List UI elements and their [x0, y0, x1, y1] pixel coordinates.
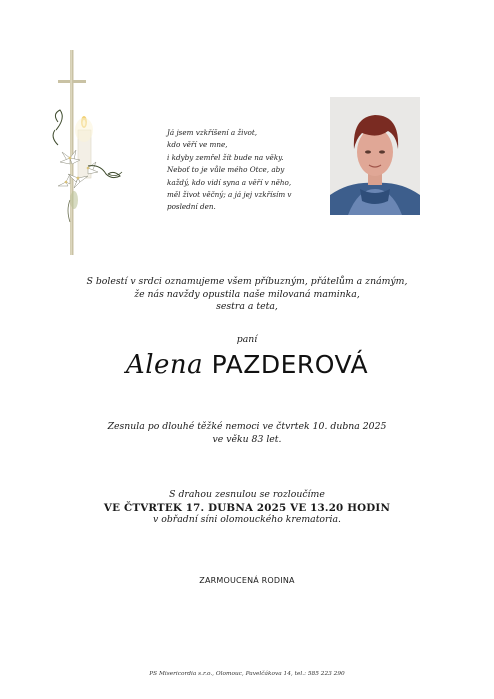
- last-name: PAZDEROVÁ: [211, 350, 369, 379]
- first-name: Alena: [125, 350, 204, 380]
- death-line: Zesnula po dlouhé těžké nemoci ve čtvrtek 10. dubna 2025: [107, 421, 387, 432]
- death-details: [0, 421, 494, 446]
- verse-line: každý, kdo vidí syna a věří v něho,: [167, 177, 292, 187]
- funeral-service-footer: PS Misericordia s.r.o., Olomouc, Pavelčákova 14, tel.: 585 223 290: [149, 671, 345, 677]
- intro-line: S bolestí v srdci oznamujeme všem příbuzným, přátelům a známým,: [86, 276, 408, 287]
- deceased-portrait-photo: [330, 97, 420, 215]
- funeral-intro: S drahou zesnulou se rozloučíme: [169, 489, 325, 500]
- announcement-intro: [0, 276, 494, 314]
- verse-line: i kdyby zemřel žít bude na věky.: [167, 152, 284, 162]
- verse-line: Neboť to je vůle mého Otce, aby: [167, 165, 285, 175]
- death-line: ve věku 83 let.: [212, 433, 282, 445]
- verse-line: kdo věří ve mne,: [167, 140, 228, 150]
- funeral-details: [0, 489, 494, 527]
- verse-line: měl život věčný; a já jej vzkřísím v: [167, 190, 292, 200]
- verse-line: Já jsem vzkříšení a život,: [167, 128, 258, 137]
- funeral-date-time: VE ČTVRTEK 17. DUBNA 2025 VE 13.20 HODIN: [103, 501, 391, 514]
- intro-line: sestra a teta,: [216, 301, 278, 312]
- funeral-location: v obřadní síni olomouckého krematoria.: [153, 514, 341, 525]
- family-signature: ZARMOUCENÁ RODINA: [199, 576, 295, 585]
- bible-verse: [167, 127, 327, 214]
- verse-line: poslední den.: [167, 202, 216, 212]
- intro-line: že nás navždy opustila naše milovaná maminka,: [134, 288, 360, 300]
- cross-lily-ornament: [48, 50, 143, 260]
- deceased-name: [0, 350, 494, 380]
- title-word: paní: [236, 334, 258, 345]
